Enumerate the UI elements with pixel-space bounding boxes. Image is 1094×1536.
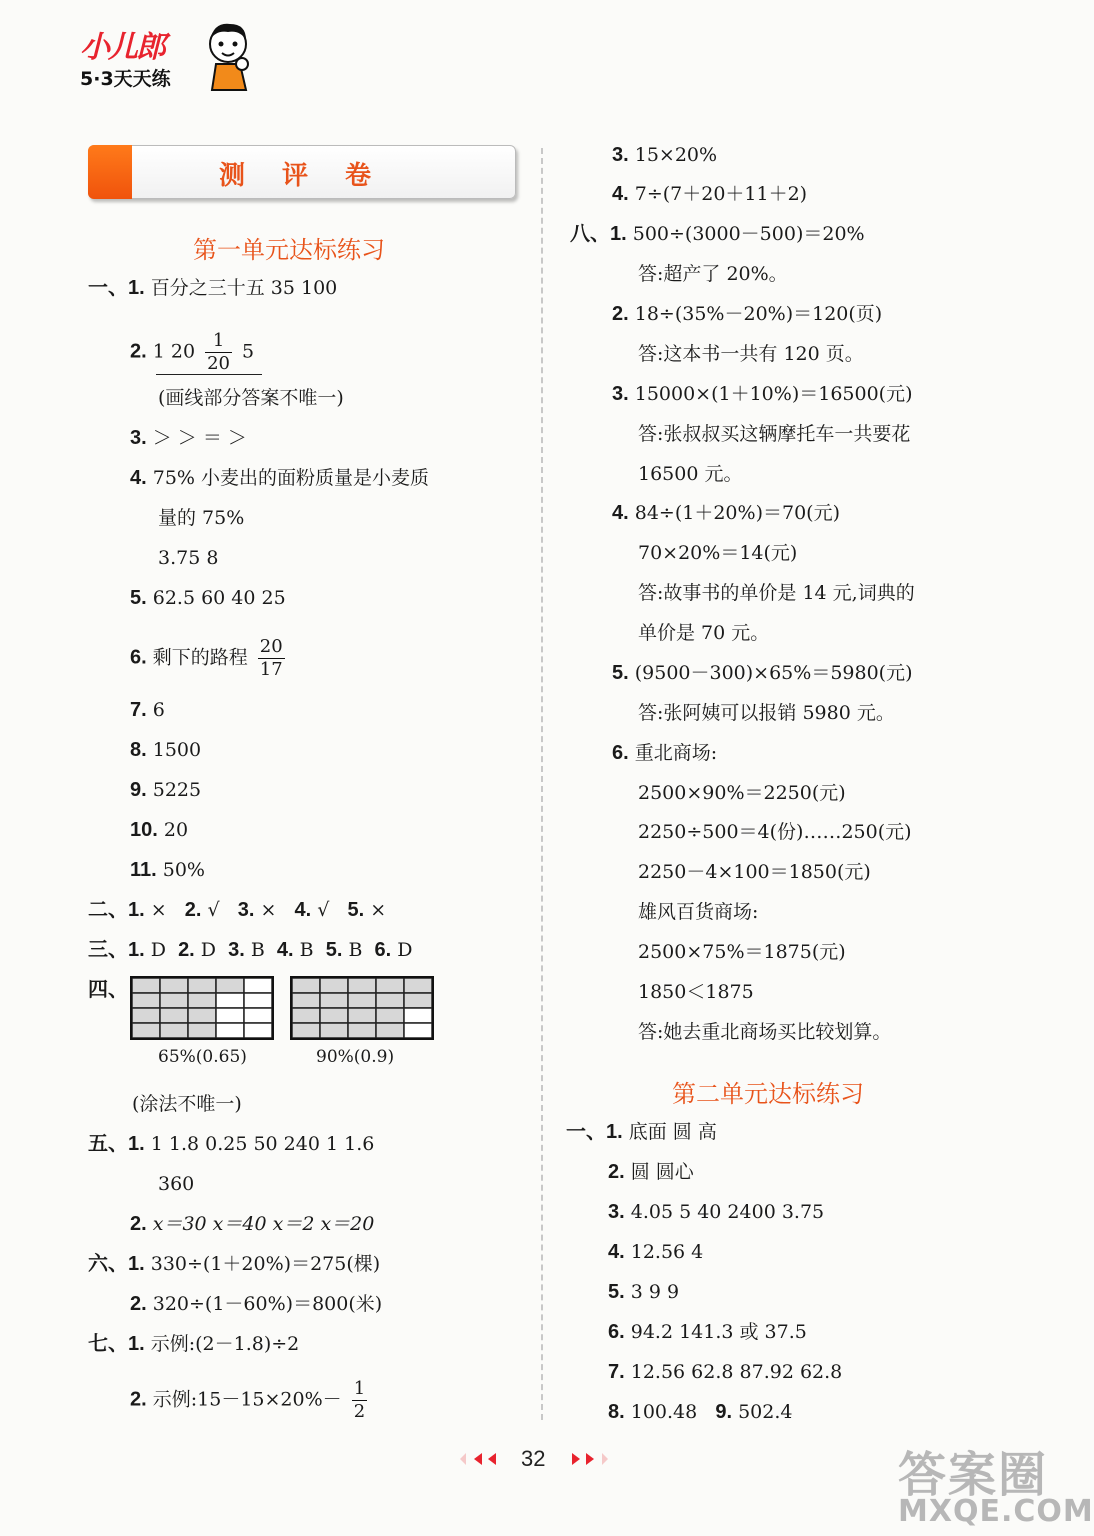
fraction — [352, 1378, 367, 1423]
answer-text: 75% 小麦出的面粉质量是小麦质 — [152, 467, 430, 489]
hundred-grid-1 — [130, 976, 274, 1040]
unit1-title: 第一单元达标练习 — [193, 236, 385, 264]
answer-text: D — [200, 939, 217, 961]
shaded-cell — [376, 993, 404, 1008]
fraction — [258, 636, 285, 681]
shaded-cell — [320, 993, 348, 1008]
question-num: 6. — [608, 1321, 625, 1343]
answer-line — [612, 499, 840, 527]
prev-arrow-icon — [488, 1453, 496, 1465]
fraction-numerator: 20 — [259, 636, 283, 657]
unit2-title: 第二单元达标练习 — [672, 1080, 864, 1108]
grid-cell — [244, 978, 272, 993]
answer-text: 百分之三十五 35 100 — [150, 277, 338, 299]
fraction-denominator: 20 — [207, 353, 230, 374]
answer-text: 15×20% — [634, 144, 718, 166]
next-arrow-icon — [602, 1453, 608, 1465]
question-num: 5. — [325, 939, 343, 961]
answer-text: 2500×75%＝1875(元) — [638, 941, 846, 963]
shaded-cell — [376, 978, 404, 993]
answer-text: 3.75 8 — [158, 547, 219, 569]
answer-text: 7÷(7＋20＋11＋2) — [634, 183, 808, 205]
answer-line — [88, 274, 337, 302]
answer-line — [88, 1250, 380, 1278]
answer-line — [130, 696, 165, 724]
shaded-cell — [292, 993, 320, 1008]
shaded-cell — [348, 1008, 376, 1023]
section-head: 八、1. — [570, 223, 627, 245]
question-num: 5. — [612, 662, 629, 684]
question-num: 8. — [130, 739, 147, 761]
question-num: 4. — [294, 899, 312, 921]
question-num: 3. — [237, 899, 255, 921]
shaded-cell — [320, 1023, 348, 1038]
answer-line — [130, 816, 188, 844]
answer-line — [608, 1398, 792, 1426]
answer-line — [88, 1130, 374, 1158]
shaded-cell — [404, 993, 432, 1008]
section-banner — [88, 145, 516, 199]
answer-line — [130, 1290, 382, 1318]
shaded-cell — [320, 978, 348, 993]
answer-text: 单价是 70 元。 — [638, 622, 770, 644]
section-head: 六、1. — [88, 1253, 145, 1275]
hundred-grid-2 — [290, 976, 434, 1040]
shaded-cell — [132, 993, 160, 1008]
shaded-cell — [404, 978, 432, 993]
answer-line — [608, 1278, 679, 1306]
question-num: 9. — [130, 779, 147, 801]
shaded-cell — [320, 1008, 348, 1023]
answer-line — [88, 896, 386, 924]
answer-line — [88, 1330, 299, 1358]
question-num: 6. — [374, 939, 392, 961]
answer-text: 1 20 — [152, 340, 196, 363]
answer-text: 84÷(1＋20%)＝70(元) — [634, 502, 840, 524]
answer-text: 15000×(1＋10%)＝16500(元) — [634, 383, 913, 405]
question-num: 2. — [130, 1213, 147, 1235]
question-num: 4. — [276, 939, 294, 961]
answer-line — [608, 1238, 703, 1266]
fraction-numerator: 1 — [353, 1378, 366, 1399]
answer-line — [130, 636, 289, 681]
shaded-cell — [348, 1023, 376, 1038]
answer-text: x＝30 x＝40 x＝2 x＝20 — [152, 1213, 375, 1235]
shaded-cell — [292, 1023, 320, 1038]
answer-text: B — [348, 939, 363, 961]
grid-caption: 65%(0.65) — [158, 1047, 247, 1067]
answer-text: (9500－300)×65%＝5980(元) — [634, 662, 913, 684]
answer-line — [608, 1358, 842, 1386]
answer-text: √ — [207, 899, 220, 921]
answer-line — [612, 141, 717, 169]
watermark-bottom: MXQE.COM — [898, 1494, 1094, 1529]
grid-cell — [244, 993, 272, 1008]
section-head: 一、1. — [88, 277, 145, 299]
shaded-cell — [188, 1008, 216, 1023]
question-num: 8. — [608, 1401, 625, 1423]
question-num: 2. — [612, 303, 629, 325]
answer-line — [130, 584, 286, 612]
fraction — [205, 330, 232, 375]
answer-text: 20 — [163, 819, 189, 841]
answer-text: 12.56 4 — [630, 1241, 704, 1263]
question-num: 4. — [612, 183, 629, 205]
shaded-cell — [376, 1023, 404, 1038]
grid-cell — [216, 1023, 244, 1038]
answer-text: D — [150, 939, 166, 961]
answer-text: 答:她去重北商场买比较划算。 — [638, 1021, 892, 1043]
question-num: 6. — [130, 646, 147, 669]
shaded-cell — [132, 1008, 160, 1023]
answer-text: 50% — [162, 859, 205, 881]
answer-text: 3 9 9 — [630, 1281, 680, 1303]
answer-line — [570, 220, 865, 248]
note-text: (画线部分答案不唯一) — [158, 387, 344, 409]
shaded-cell — [292, 978, 320, 993]
answer-text: 答:超产了 20%。 — [638, 263, 788, 285]
answer-line — [130, 464, 429, 492]
fraction-denominator: 17 — [259, 659, 283, 680]
question-num: 9. — [715, 1401, 733, 1423]
answer-line — [612, 180, 807, 208]
question-num: 2. — [130, 340, 147, 363]
answer-text: 示例:(2－1.8)÷2 — [150, 1333, 300, 1355]
watermark-top: 答案圈 — [898, 1447, 1049, 1503]
shaded-cell — [160, 1023, 188, 1038]
grid-cell — [244, 1008, 272, 1023]
answer-line — [88, 976, 128, 1004]
answer-text: 100.48 — [630, 1401, 698, 1423]
answer-text: D — [397, 939, 413, 961]
brand-logo — [80, 18, 260, 90]
shaded-cell — [160, 993, 188, 1008]
logo-subtitle: 5·3天天练 — [80, 68, 171, 90]
grid-cell — [216, 1008, 244, 1023]
answer-text: 1 1.8 0.25 50 240 1 1.6 — [150, 1133, 375, 1155]
answer-text: 4.05 5 40 2400 3.75 — [630, 1201, 825, 1223]
answer-text: 62.5 60 40 25 — [152, 587, 286, 609]
question-num: 2. — [130, 1293, 147, 1315]
note-text: (涂法不唯一) — [132, 1093, 242, 1115]
shaded-cell — [188, 993, 216, 1008]
answer-line — [130, 736, 201, 764]
watermark — [898, 1436, 1094, 1534]
answer-text: × — [370, 899, 387, 921]
question-num: 10. — [130, 819, 158, 841]
section-head: 五、1. — [88, 1133, 145, 1155]
shaded-cell — [348, 993, 376, 1008]
grid-cell — [244, 1023, 272, 1038]
answer-text: 6 — [152, 699, 165, 721]
question-num: 4. — [608, 1241, 625, 1263]
question-num: 3. — [608, 1201, 625, 1223]
shaded-cell — [160, 1008, 188, 1023]
question-num: 7. — [130, 699, 147, 721]
column-divider — [541, 148, 543, 1420]
shaded-cell — [376, 1008, 404, 1023]
banner-title: 测 评 卷 — [218, 161, 386, 191]
answer-text: 18÷(35%－20%)＝120(页) — [634, 303, 883, 325]
question-num: 4. — [130, 467, 147, 489]
page-footer — [456, 1444, 626, 1474]
question-num: 5. — [347, 899, 365, 921]
answer-text: 圆 圆心 — [630, 1161, 694, 1183]
section-head: 三、1. — [88, 939, 145, 961]
answer-line — [566, 1118, 717, 1146]
question-num: 3. — [612, 144, 629, 166]
answer-text: 70×20%＝14(元) — [638, 542, 798, 564]
answer-line — [608, 1198, 824, 1226]
answer-text: 1850＜1875 — [638, 981, 754, 1003]
fraction-denominator: 2 — [353, 1401, 366, 1422]
shaded-cell — [132, 978, 160, 993]
answer-text: 500÷(3000－500)＝20% — [632, 223, 865, 245]
shaded-cell — [292, 1008, 320, 1023]
mascot-icon — [194, 18, 260, 90]
grid-caption: 90%(0.9) — [316, 1047, 395, 1067]
answer-text: ＞ ＞ ＝ ＞ — [152, 427, 247, 449]
answer-text: × — [260, 899, 277, 921]
answer-text: 答:这本书一共有 120 页。 — [638, 343, 864, 365]
answer-text: 16500 元。 — [638, 463, 743, 485]
answer-text: 5225 — [152, 779, 202, 801]
answer-text: 示例:15－15×20%－ — [152, 1388, 342, 1411]
question-num: 3. — [228, 939, 245, 961]
question-num: 6. — [612, 742, 629, 764]
answer-line — [130, 1378, 371, 1423]
answer-text: 2250－4×100＝1850(元) — [638, 861, 871, 883]
logo-title: 小儿郎 — [80, 30, 164, 65]
question-num: 2. — [130, 1388, 147, 1411]
shaded-cell — [132, 1023, 160, 1038]
answer-line — [612, 659, 913, 687]
answer-text: 2500×90%＝2250(元) — [638, 782, 846, 804]
question-num: 4. — [612, 502, 629, 524]
prev-arrow-icon — [460, 1453, 466, 1465]
question-num: 2. — [178, 939, 195, 961]
shaded-cell — [216, 978, 244, 993]
shaded-cell — [348, 978, 376, 993]
answer-text: 剩下的路程 — [152, 646, 248, 669]
answer-text: B — [250, 939, 265, 961]
question-num: 2. — [184, 899, 202, 921]
grid-cell — [404, 1008, 432, 1023]
next-arrow-icon — [586, 1453, 594, 1465]
section-head: 二、1. — [88, 899, 145, 921]
shaded-cell — [188, 978, 216, 993]
answer-text: × — [150, 899, 167, 921]
shaded-cell — [188, 1023, 216, 1038]
question-num: 3. — [612, 383, 629, 405]
answer-line — [608, 1158, 694, 1186]
section-head: 四、 — [88, 979, 128, 1001]
answer-text: 重北商场: — [634, 742, 718, 764]
page-number: 32 — [521, 1446, 546, 1471]
answer-text: 330÷(1＋20%)＝275(棵) — [150, 1253, 381, 1275]
question-num: 2. — [608, 1161, 625, 1183]
answer-text: 答:张阿姨可以报销 5980 元。 — [638, 702, 895, 724]
question-num: 5. — [130, 587, 147, 609]
answer-text: 雄风百货商场: — [638, 901, 759, 923]
question-num: 5. — [608, 1281, 625, 1303]
section-head: 七、1. — [88, 1333, 145, 1355]
answer-text: 量的 75% — [158, 507, 245, 529]
answer-text: 1500 — [152, 739, 202, 761]
fraction-numerator: 1 — [212, 330, 225, 351]
next-arrow-icon — [572, 1453, 580, 1465]
grid-cell — [404, 1023, 432, 1038]
answer-text: 94.2 141.3 或 37.5 — [630, 1321, 807, 1343]
answer-line — [130, 1210, 374, 1238]
prev-arrow-icon — [474, 1453, 482, 1465]
question-num: 3. — [130, 427, 147, 449]
section-head: 一、1. — [566, 1121, 623, 1143]
answer-line — [130, 330, 254, 375]
answer-text: 答:张叔叔买这辆摩托车一共要花 — [638, 423, 911, 445]
answer-text: 360 — [158, 1173, 195, 1195]
answer-line — [612, 380, 913, 408]
answer-text: 502.4 — [738, 1401, 793, 1423]
question-num: 7. — [608, 1361, 625, 1383]
answer-text: √ — [317, 899, 330, 921]
answer-text: 2250÷500＝4(份)……250(元) — [638, 821, 912, 843]
answer-line — [608, 1318, 807, 1346]
answer-text: B — [299, 939, 314, 961]
answer-line — [130, 424, 247, 452]
answer-line — [88, 936, 412, 964]
shaded-cell — [160, 978, 188, 993]
answer-line — [130, 776, 201, 804]
question-num: 11. — [130, 859, 157, 881]
answer-line — [130, 856, 205, 884]
answer-line — [612, 300, 882, 328]
answer-line — [612, 739, 717, 767]
answer-text: 5 — [242, 340, 255, 363]
answer-text: 12.56 62.8 87.92 62.8 — [630, 1361, 843, 1383]
answer-underline — [156, 374, 262, 375]
answer-text: 底面 圆 高 — [628, 1121, 717, 1143]
grid-cell — [216, 993, 244, 1008]
answer-text: 320÷(1－60%)＝800(米) — [152, 1293, 383, 1315]
answer-text: 答:故事书的单价是 14 元,词典的 — [638, 582, 915, 604]
